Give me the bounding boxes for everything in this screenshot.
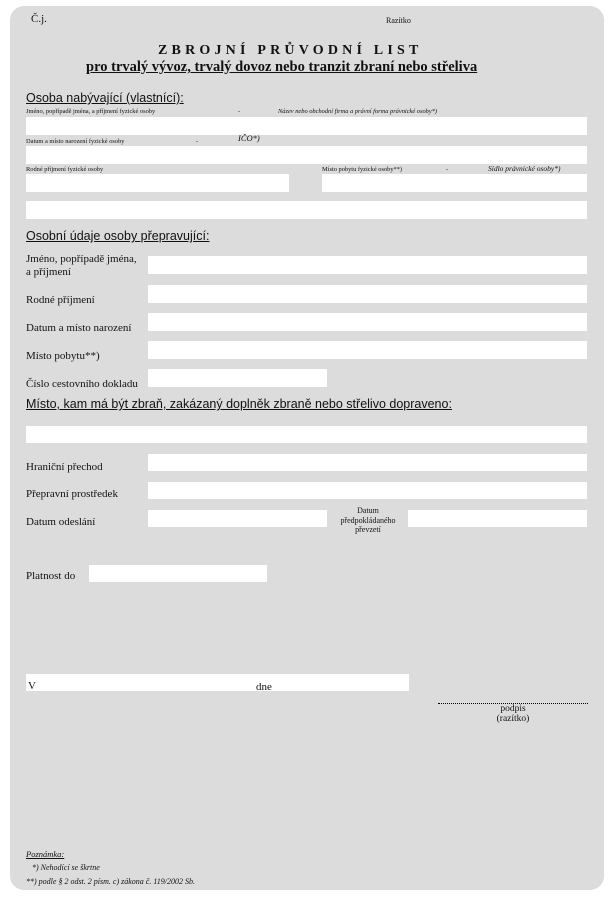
dispatch-date-label: Datum odeslání xyxy=(26,516,96,528)
acquirer-surname-field[interactable] xyxy=(26,174,289,192)
surname-label: Rodné příjmení fyzické osoby xyxy=(26,166,104,173)
border-crossing-field[interactable] xyxy=(148,454,587,471)
acquirer-name-field[interactable] xyxy=(26,117,587,135)
dash-2: - xyxy=(196,138,199,145)
signature-block xyxy=(470,704,556,724)
name-label: Jméno, popřípadě jména, a příjmení fyzické osoby xyxy=(26,108,156,115)
signature-label: podpis xyxy=(500,704,526,714)
seat-label: Sídlo právnické osoby*) xyxy=(488,164,561,173)
carrier-surname-label: Rodné příjmení xyxy=(26,294,95,306)
company-name-label: Název nebo obchodní firma a právní forma právnické osoby*) xyxy=(278,108,438,115)
section-carrier-heading: Osobní údaje osoby přepravující: xyxy=(26,229,210,243)
carrier-residence-field[interactable] xyxy=(148,341,587,359)
place-date-field[interactable] xyxy=(26,674,409,691)
note-2: **) podle § 2 odst. 2 písm. c) zákona č. 119/2002 Sb. xyxy=(26,877,195,886)
carrier-residence-label: Místo pobytu**) xyxy=(26,350,100,362)
expected-takeover-label xyxy=(328,506,408,535)
carrier-surname-field[interactable] xyxy=(148,285,587,303)
section-acquirer-heading: Osoba nabývající (vlastnící): xyxy=(26,91,184,105)
notes-heading: Poznámka: xyxy=(26,849,65,859)
note-1: *) Nehodící se škrtne xyxy=(32,863,100,872)
form-subtitle: pro trvalý vývoz, trvalý dovoz nebo tranzit zbraní nebo střeliva xyxy=(86,59,478,75)
date-label: dne xyxy=(256,681,272,693)
expected-takeover-field[interactable] xyxy=(408,510,587,527)
takeover-line-3: převzetí xyxy=(355,525,381,534)
signature-stamp-label: (razítko) xyxy=(496,714,530,724)
destination-field[interactable] xyxy=(26,426,587,443)
dash-1: - xyxy=(238,108,241,115)
transport-field[interactable] xyxy=(148,482,587,499)
dispatch-date-field[interactable] xyxy=(148,510,327,527)
border-crossing-label: Hraniční přechod xyxy=(26,461,103,473)
travel-doc-label: Číslo cestovního dokladu xyxy=(26,378,138,390)
carrier-name-label-1: Jméno, popřípadě jména, xyxy=(26,253,137,265)
acquirer-residence-field[interactable] xyxy=(322,174,587,192)
carrier-birth-field[interactable] xyxy=(148,313,587,331)
travel-doc-field[interactable] xyxy=(148,369,327,387)
transport-label: Přepravní prostředek xyxy=(26,488,118,500)
acquirer-birth-field[interactable] xyxy=(26,146,587,164)
takeover-line-2: předpokládaného xyxy=(340,515,396,525)
valid-until-label: Platnost do xyxy=(26,570,76,582)
ico-label: IČO*) xyxy=(238,133,260,143)
acquirer-extra-field[interactable] xyxy=(26,201,587,219)
section-destination-heading: Místo, kam má být zbraň, zakázaný doplněk zbraně nebo střelivo dopraveno: xyxy=(26,397,452,411)
dash-3: - xyxy=(446,166,449,173)
form-title: ZBROJNÍ PRŮVODNÍ LIST xyxy=(158,43,423,58)
carrier-name-label-2: a příjmení xyxy=(26,266,71,278)
birth-date-label: Datum a místo narození fyzické osoby xyxy=(26,138,125,145)
residence-label: Místo pobytu fyzické osoby**) xyxy=(322,166,403,173)
takeover-line-1: Datum xyxy=(357,506,379,515)
place-label: V xyxy=(28,680,36,692)
cj-label: Č.j. xyxy=(31,13,47,25)
carrier-name-field[interactable] xyxy=(148,256,587,274)
stamp-label: Razítko xyxy=(386,16,411,25)
carrier-birth-label: Datum a místo narození xyxy=(26,322,132,334)
valid-until-field[interactable] xyxy=(89,565,267,582)
